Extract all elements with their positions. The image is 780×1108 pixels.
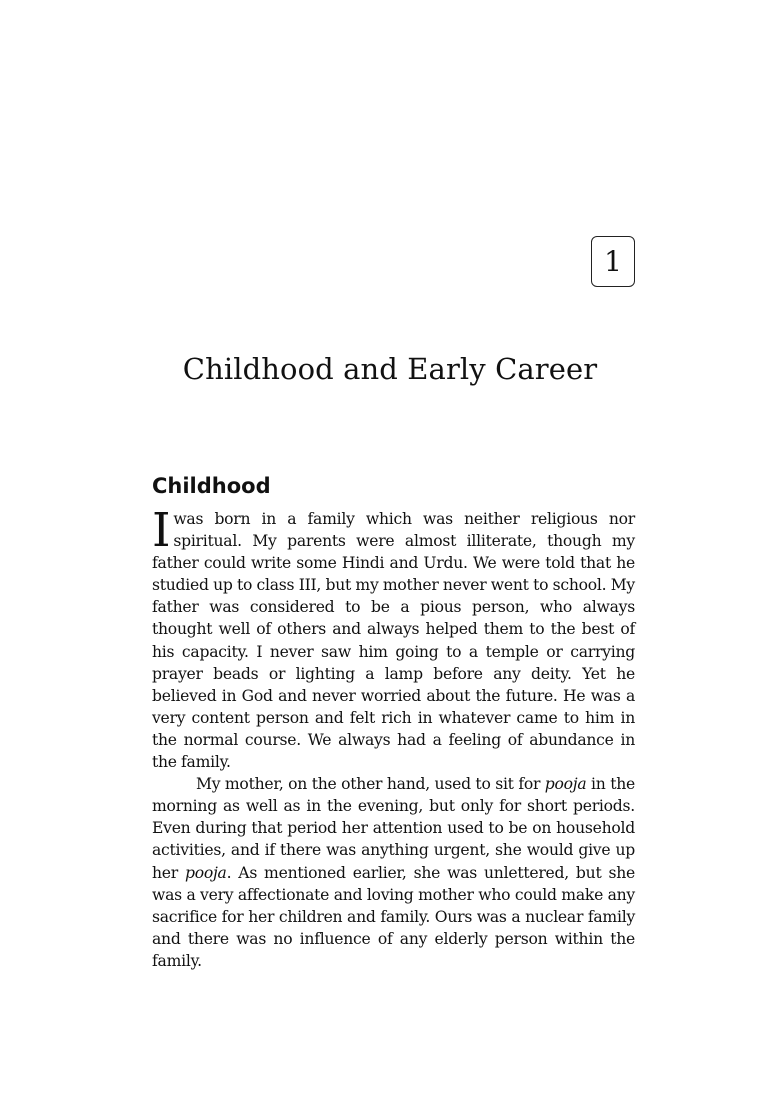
body-text — [152, 503, 635, 972]
paragraph-2-part-2: in the morning as well as in the evening, but only for short periods. Even during that period her attention used to be on household activities, and if there was anything urgent, she would give up her — [152, 775, 635, 882]
paragraph-1 — [152, 503, 635, 773]
chapter-number-box — [591, 236, 635, 287]
chapter-number: 1 — [604, 245, 622, 278]
paragraph-2-emphasis-1: pooja — [544, 775, 587, 794]
paragraph-1-text: was born in a family which was neither religious nor spiritual. My parents were almost illiterate, though my father could write some Hindi and Urdu. We were told that he studied up to class III, but my mother never went to school. My father was considered to be a pious person, who always thought well of others and always helped them to the best of his capacity. I never saw him going to a temple or carrying prayer beads or lighting a lamp before any deity. Yet he believed in God and never worried about the future. He was a very content person and felt rich in whatever came to him in the normal course. We always had a feeling of abundance in the family. — [152, 510, 635, 772]
drop-cap: I — [152, 503, 171, 558]
paragraph-2-emphasis-2: pooja — [184, 863, 227, 882]
paragraph-2 — [152, 773, 635, 972]
section-heading: Childhood — [152, 474, 271, 498]
paragraph-2-part-1: My mother, on the other hand, used to sit for — [196, 775, 545, 794]
paragraph-2-part-3: . As mentioned earlier, she was unlettered, but she was a very affectionate and loving mother who could make any sacrifice for her children and family. Ours was a nuclear family and there was no influence of any elderly person within the family. — [152, 863, 635, 970]
chapter-title: Childhood and Early Career — [182, 352, 598, 386]
